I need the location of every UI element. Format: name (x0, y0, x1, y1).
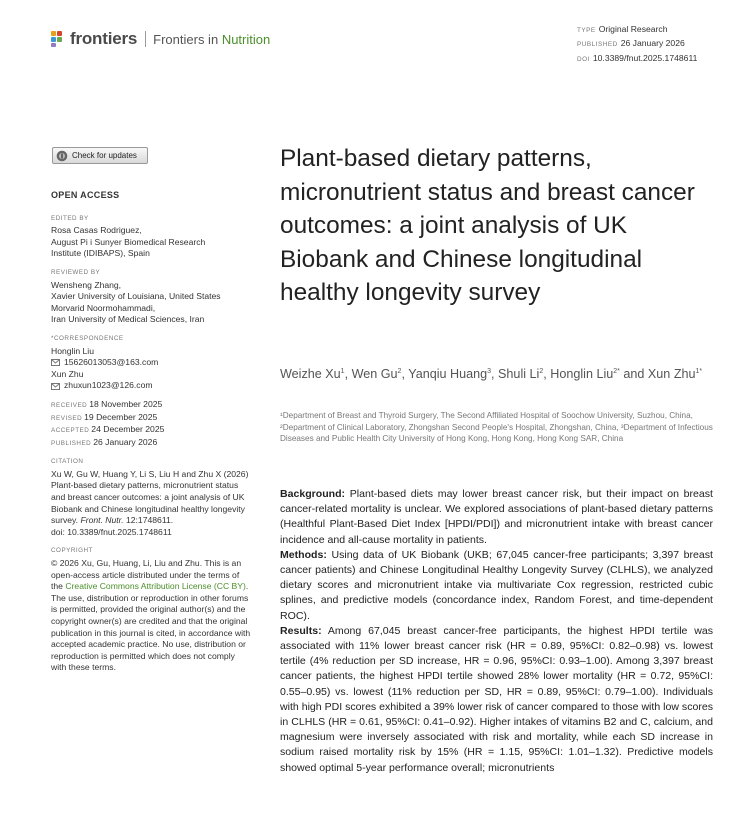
copyright-text: © 2026 Xu, Gu, Huang, Li, Liu and Zhu. This is an open-access article distributed under the terms of the Creative Commons Attribution License (CC BY). The use, distribution or reproduction in other forums is permitted, provided the original author(s) and the copyright owner(s) are credited and that the original publication in this journal is cited, in accordance with accepted academic practice. No use, distribution or reproduction is permitted which does not comply with these terms. (51, 558, 251, 673)
envelope-icon (51, 359, 60, 366)
article-doi[interactable]: DOI 10.3389/fnut.2025.1748611 (577, 52, 698, 63)
author[interactable]: Honglin Liu$^{2*}$ (550, 367, 620, 382)
reviewer-line: Wensheng Zhang, (51, 279, 122, 290)
author-list: Weizhe Xu$^1$, Wen Gu$^2$, Yanqiu Huang$^3$, Shuli Li$^2$, Honglin Liu$^{2*}$ and Xun Zhu$^{1*}$ (280, 367, 703, 382)
dates-section (51, 399, 251, 449)
article-published: PUBLISHED 26 January 2026 (577, 38, 685, 49)
reviewed-by-section: REVIEWED BY Wensheng Zhang, Xavier University of Louisiana, United States Morvarid Noormohammadi, Iran University of Medical Sciences, Iran (51, 267, 251, 326)
corresponding-email[interactable]: zhuxun1023@126.com (51, 380, 251, 392)
journal-logo[interactable] (50, 28, 270, 50)
editor-line: Rosa Casas Rodriguez, (51, 225, 142, 236)
author[interactable]: Yanqiu Huang$^3$ (408, 367, 492, 382)
citation-section: CITATION Xu W, Gu W, Huang Y, Li S, Liu H and Zhu X (2026) Plant-based dietary patterns, micronutrient status and breast cancer outcomes: a joint analysis of UK Biobank and Chinese longitudinal healthy longevity survey. Front. Nutr. 12:1748611. doi: 10.3389/fnut.2025.1748611 (51, 456, 251, 538)
reviewer-line: Xavier University of Louisiana, United States (51, 291, 221, 302)
frontiers-logo-icon (50, 30, 66, 48)
revised-date: REVISED 19 December 2025 (51, 411, 158, 422)
open-access-label: OPEN ACCESS (51, 190, 120, 200)
author[interactable]: Xun Zhu$^{1*}$ (647, 367, 703, 382)
article-sidebar (51, 190, 251, 681)
article-title: Plant-based dietary patterns, micronutrient status and breast cancer outcomes: a joint analysis of UK Biobank and Chinese longitudinal healthy longevity survey (280, 145, 695, 306)
received-date: RECEIVED 18 November 2025 (51, 398, 163, 409)
abstract-methods: Methods: Using data of UK Biobank (UKB; 67,045 cancer-free participants; 3,397 breast cancer patients) and Chinese Longitudinal Healthy Longevity Survey (CLHLS), we analyzed dietary scores and micronutrient intake via multivariate Cox regression, restricted cubic splines, and predictive models (concordance index, Random Forest, and time-dependent ROC). (280, 548, 713, 622)
cc-by-license-link[interactable]: Creative Commons Attribution License (CC BY) (65, 581, 246, 592)
corresponding-author: Honglin Liu (51, 345, 94, 356)
journal-name (153, 32, 270, 47)
editor-line: August Pi i Sunyer Biomedical Research (51, 236, 206, 247)
author[interactable]: Weizhe Xu$^1$ (280, 367, 345, 382)
published-date: PUBLISHED 26 January 2026 (51, 436, 158, 447)
publisher-name: frontiers (70, 29, 138, 48)
author[interactable]: Shuli Li$^2$ (498, 367, 544, 382)
envelope-icon (51, 383, 60, 390)
author[interactable]: Wen Gu$^2$ (351, 367, 402, 382)
abstract-results: Results: Among 67,045 breast cancer-free participants, the highest HPDI tertile was associated with 11% lower breast cancer risk (HR = 0.89, 95%CI: 0.82–0.98) vs. lowest tertile (4% reduction per SD increase, HR = 0.96, 95%CI: 0.93–1.00). Among 3,397 breast cancer patients, the highest HPDI tertile showed 28% lower mortality (HR = 0.72, 95%CI: 0.55–0.95) vs. lowest (11% reduction per SD, HR = 0.89, 95%CI: 0.79–1.00). Individuals with high PDI scores exhibited a 39% lower risk of cancer compared to those with low scores in CLHLS (HR = 0.61, 95%CI: 0.41–0.92). Higher intakes of vitamins B2 and C, calcium, and magnesium were inversely associated with risk and mortality, while each SD increase in sodium raised mortality risk by 15% (HR = 1.15, 95%CI: 1.01–1.32). Predictive models showed optimal 5-year performance overall; micronutrients (280, 624, 713, 774)
citation-doi[interactable]: doi: 10.3389/fnut.2025.1748611 (51, 526, 172, 537)
journal-prefix: Frontiers in (153, 31, 219, 47)
check-updates-icon (56, 150, 68, 162)
accepted-date: ACCEPTED 24 December 2025 (51, 424, 165, 435)
citation-text: Xu W, Gu W, Huang Y, Li S, Liu H and Zhu X (2026) Plant-based dietary patterns, micronutrient status and breast cancer outcomes: a joint analysis of UK Biobank and Chinese longitudinal healthy longevity survey. Front. Nutr. 12:1748611. (51, 468, 249, 526)
affiliations: ¹Department of Breast and Thyroid Surgery, The Second Affiliated Hospital of Soochow University, Suzhou, China, ²Department of Clinical Laboratory, Zhongshan Second People's Hospital, Zhongshan, China, ³Department of Infectious Diseases and Public Health City University of Hong Kong, Hong Kong, Hong Kong SAR, China (280, 411, 713, 444)
correspondence-section: *CORRESPONDENCE Honglin Liu 15626013053@163.com Xun Zhu zhuxun1023@126.com (51, 333, 251, 392)
reviewer-line: Morvarid Noormohammadi, (51, 302, 156, 313)
edited-by-section: EDITED BY Rosa Casas Rodriguez, August Pi i Sunyer Biomedical Research Institute (IDIBAPS), Spain (51, 213, 251, 260)
corresponding-email[interactable]: 15626013053@163.com (51, 357, 251, 369)
check-for-updates-button[interactable] (52, 147, 148, 164)
copyright-section: COPYRIGHT © 2026 Xu, Gu, Huang, Li, Liu and Zhu. This is an open-access article distributed under the terms of the Creative Commons Attribution License (CC BY). The use, distribution or reproduction in other forums is permitted, provided the original author(s) and the copyright owner(s) are credited and that the original publication in this journal is cited, in accordance with accepted academic practice. No use, distribution or reproduction is permitted which does not comply with these terms. (51, 547, 251, 673)
reviewer-line: Iran University of Medical Sciences, Iran (51, 314, 205, 325)
editor-line: Institute (IDIBAPS), Spain (51, 248, 150, 259)
journal-field: Nutrition (221, 31, 271, 47)
article-meta (577, 23, 697, 66)
abstract (280, 487, 713, 776)
abstract-background: Background: Plant-based diets may lower breast cancer risk, but their impact on breast cancer-related mortality is unclear. We explored associations of plant-based dietary patterns (Healthful Plant-Based Diet Index [HPDI/PDI]) and micronutrient intake with breast cancer incidence and all-cause mortality in patients. (280, 488, 713, 546)
check-updates-label: Check for updates (72, 151, 137, 160)
logo-divider (145, 31, 146, 47)
corresponding-author: Xun Zhu (51, 368, 84, 379)
article-type: TYPE Original Research (577, 24, 668, 34)
